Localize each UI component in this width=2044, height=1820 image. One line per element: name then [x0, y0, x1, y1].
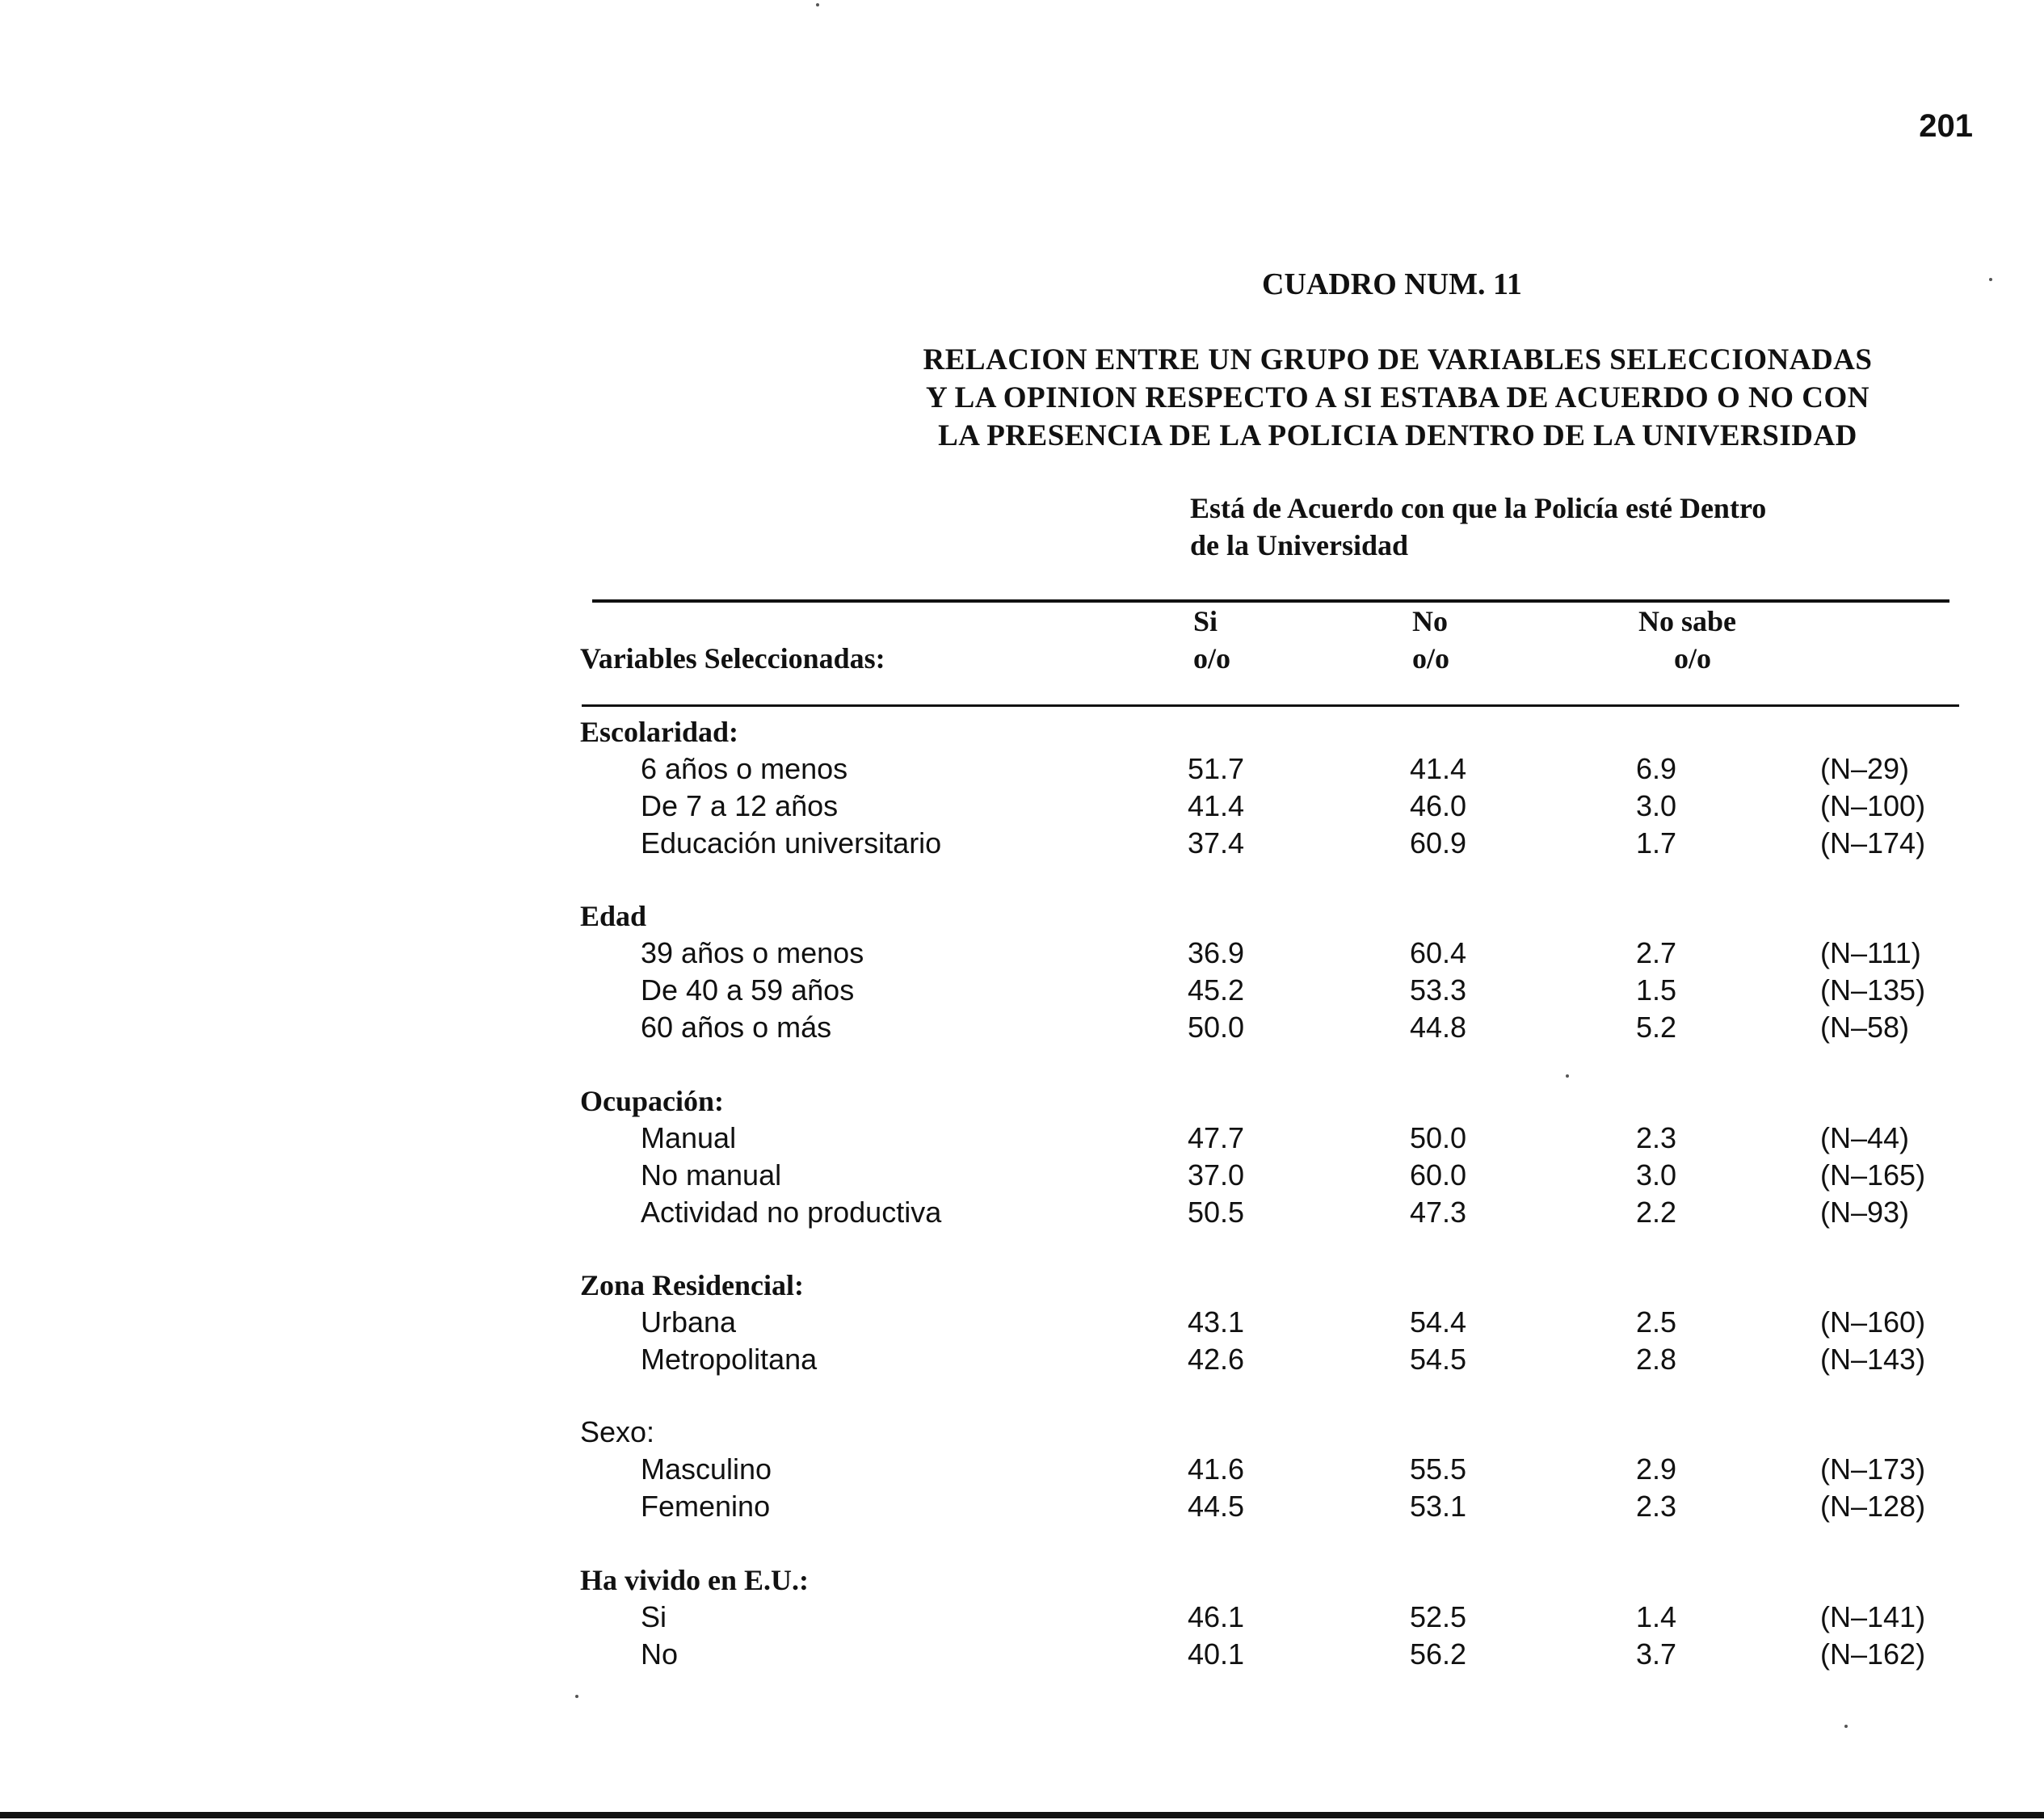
cell-no: 46.0 — [1410, 789, 1467, 822]
cell-n: (N–29) — [1820, 752, 1910, 785]
cell-si: 42.6 — [1188, 1343, 1245, 1376]
column-group-heading-line: de la Universidad — [1190, 529, 1409, 561]
cell-no: 60.9 — [1410, 826, 1467, 860]
cell-no: 54.5 — [1410, 1343, 1467, 1376]
header-no: No — [1412, 605, 1448, 637]
cell-no-sabe: 2.3 — [1636, 1490, 1677, 1523]
table-title-line: RELACION ENTRE UN GRUPO DE VARIABLES SELECCIONADAS — [923, 343, 1873, 376]
row-label: Femenino — [641, 1490, 771, 1523]
cell-no: 50.0 — [1410, 1121, 1467, 1154]
header-no-sabe: No sabe — [1638, 605, 1737, 637]
cell-no-sabe: 2.5 — [1636, 1305, 1677, 1339]
cell-no: 41.4 — [1410, 752, 1467, 785]
cell-n: (N–162) — [1820, 1637, 1926, 1671]
header-si: Si — [1193, 605, 1218, 637]
cell-n: (N–44) — [1820, 1121, 1910, 1154]
table-row — [0, 936, 2044, 973]
cell-no-sabe: 3.0 — [1636, 1158, 1677, 1192]
cell-no-sabe: 2.3 — [1636, 1121, 1677, 1154]
category-label: Zona Residencial: — [580, 1269, 805, 1301]
scan-speck — [1844, 1725, 1848, 1728]
row-label: Metropolitana — [641, 1343, 818, 1376]
cell-n: (N–100) — [1820, 789, 1926, 822]
cell-no: 47.3 — [1410, 1196, 1467, 1229]
cell-n: (N–58) — [1820, 1011, 1910, 1044]
row-label: 60 años o más — [641, 1011, 832, 1044]
row-label: Educación universitario — [641, 826, 942, 860]
cell-n: (N–128) — [1820, 1490, 1926, 1523]
category-row — [0, 899, 2044, 936]
table-row — [0, 752, 2044, 789]
table-title-line: Y LA OPINION RESPECTO A SI ESTABA DE ACUERDO O NO CON — [926, 381, 1869, 414]
table-top-rule — [592, 599, 1949, 603]
table-row — [0, 1305, 2044, 1343]
cell-no-sabe: 2.7 — [1636, 936, 1677, 969]
table-row — [0, 973, 2044, 1011]
header-no-sabe-unit: o/o — [1674, 642, 1712, 675]
cell-si: 36.9 — [1188, 936, 1245, 969]
cell-no-sabe: 3.0 — [1636, 789, 1677, 822]
cell-n: (N–93) — [1820, 1196, 1910, 1229]
cell-si: 44.5 — [1188, 1490, 1245, 1523]
cell-si: 41.6 — [1188, 1452, 1245, 1486]
row-label: De 7 a 12 años — [641, 789, 839, 822]
cell-no-sabe: 3.7 — [1636, 1637, 1677, 1671]
header-variables: Variables Seleccionadas: — [580, 642, 885, 675]
category-row — [0, 1563, 2044, 1600]
cell-no-sabe: 1.7 — [1636, 826, 1677, 860]
row-label: No manual — [641, 1158, 782, 1192]
cell-no-sabe: 2.9 — [1636, 1452, 1677, 1486]
table-row — [0, 1196, 2044, 1233]
category-row — [0, 1415, 2044, 1452]
table-number: CUADRO NUM. 11 — [1262, 267, 1522, 301]
table-row — [0, 1121, 2044, 1158]
cell-n: (N–174) — [1820, 826, 1926, 860]
cell-no-sabe: 5.2 — [1636, 1011, 1677, 1044]
scan-speck — [1989, 278, 1992, 281]
cell-no-sabe: 1.4 — [1636, 1600, 1677, 1633]
category-row — [0, 715, 2044, 752]
cell-n: (N–141) — [1820, 1600, 1926, 1633]
cell-si: 50.0 — [1188, 1011, 1245, 1044]
column-group-heading — [1190, 490, 1766, 564]
table-row — [0, 1637, 2044, 1675]
category-label: Ocupación: — [580, 1085, 725, 1117]
table-row — [0, 826, 2044, 864]
row-label: Si — [641, 1600, 667, 1633]
cell-no: 56.2 — [1410, 1637, 1467, 1671]
cell-no-sabe: 2.2 — [1636, 1196, 1677, 1229]
category-row — [0, 1084, 2044, 1121]
row-label: Urbana — [641, 1305, 737, 1339]
scan-speck — [1566, 1074, 1569, 1078]
cell-no: 53.3 — [1410, 973, 1467, 1007]
cell-si: 40.1 — [1188, 1637, 1245, 1671]
cell-no-sabe: 6.9 — [1636, 752, 1677, 785]
cell-si: 37.4 — [1188, 826, 1245, 860]
table-row — [0, 1158, 2044, 1196]
category-label: Sexo: — [580, 1415, 655, 1448]
category-label: Escolaridad: — [580, 716, 739, 748]
cell-no-sabe: 1.5 — [1636, 973, 1677, 1007]
category-label: Edad — [580, 900, 647, 932]
cell-n: (N–165) — [1820, 1158, 1926, 1192]
table-title-line: LA PRESENCIA DE LA POLICIA DENTRO DE LA UNIVERSIDAD — [938, 419, 1857, 452]
category-row — [0, 1268, 2044, 1305]
cell-n: (N–135) — [1820, 973, 1926, 1007]
table-row — [0, 1452, 2044, 1490]
cell-si: 50.5 — [1188, 1196, 1245, 1229]
row-label: Masculino — [641, 1452, 772, 1486]
row-label: No — [641, 1637, 679, 1671]
cell-no: 52.5 — [1410, 1600, 1467, 1633]
cell-si: 45.2 — [1188, 973, 1245, 1007]
cell-no-sabe: 2.8 — [1636, 1343, 1677, 1376]
row-label: Actividad no productiva — [641, 1196, 942, 1229]
header-si-unit: o/o — [1193, 642, 1231, 675]
row-label: 39 años o menos — [641, 936, 864, 969]
cell-no: 54.4 — [1410, 1305, 1467, 1339]
category-label: Ha vivido en E.U.: — [580, 1564, 810, 1596]
cell-no: 53.1 — [1410, 1490, 1467, 1523]
cell-n: (N–111) — [1820, 936, 1921, 969]
cell-n: (N–160) — [1820, 1305, 1926, 1339]
cell-no: 60.0 — [1410, 1158, 1467, 1192]
table-row — [0, 789, 2044, 826]
table-row — [0, 1600, 2044, 1637]
cell-no: 44.8 — [1410, 1011, 1467, 1044]
cell-si: 41.4 — [1188, 789, 1245, 822]
table-title — [897, 341, 1899, 455]
row-label: Manual — [641, 1121, 737, 1154]
cell-n: (N–143) — [1820, 1343, 1926, 1376]
cell-si: 47.7 — [1188, 1121, 1245, 1154]
cell-n: (N–173) — [1820, 1452, 1926, 1486]
row-label: 6 años o menos — [641, 752, 848, 785]
cell-si: 51.7 — [1188, 752, 1245, 785]
row-label: De 40 a 59 años — [641, 973, 855, 1007]
cell-si: 46.1 — [1188, 1600, 1245, 1633]
header-no-unit: o/o — [1412, 642, 1450, 675]
table-header-rule — [582, 704, 1959, 707]
page-number: 201 — [1919, 108, 1973, 144]
cell-no: 60.4 — [1410, 936, 1467, 969]
cell-si: 43.1 — [1188, 1305, 1245, 1339]
cell-no: 55.5 — [1410, 1452, 1467, 1486]
scan-speck — [816, 3, 819, 6]
page-bottom-edge — [0, 1812, 2044, 1818]
scan-speck — [575, 1695, 578, 1698]
table-row — [0, 1011, 2044, 1048]
cell-si: 37.0 — [1188, 1158, 1245, 1192]
table-row — [0, 1343, 2044, 1380]
table-row — [0, 1490, 2044, 1527]
column-group-heading-line: Está de Acuerdo con que la Policía esté Dentro — [1190, 492, 1767, 524]
